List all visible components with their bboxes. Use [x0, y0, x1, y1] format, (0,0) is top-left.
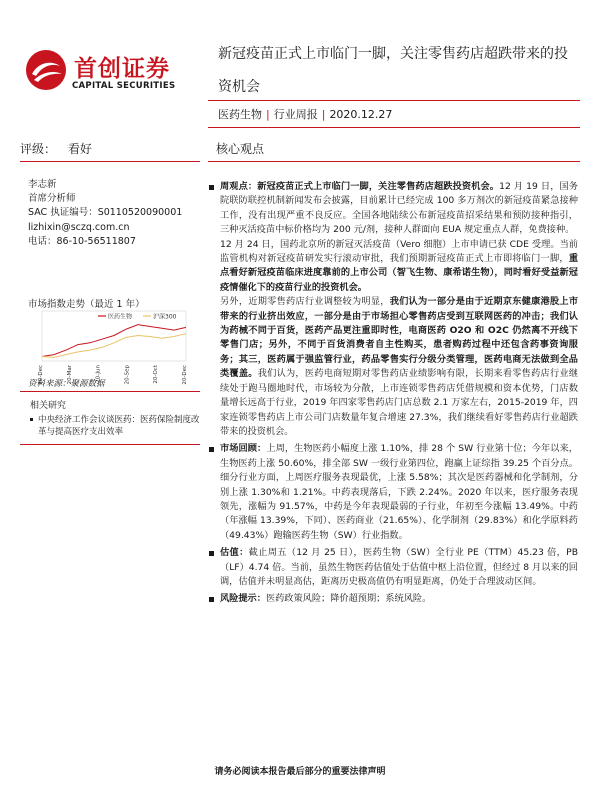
x-tick-label: 20-Dec: [182, 365, 188, 385]
analyst-email: lizhixin@sczq.com.cn: [28, 221, 130, 233]
bullet-text: 上周，生物医药小幅度上涨 1.10%，排 28 个 SW 行业第十位；今年以来，生物医药上涨 50.60%，排全部 SW 一级行业第四位，跑赢上证综指 39.25 个百分点。细分行业方面，上周医疗服务表现最优，上涨 5.58%；其次是医药器械和化学制剂，分别上涨 1.30%和 1.21%。中药表现落后，下跌 2.24%。2020 年以来，医疗服务表现领先，涨幅为 91.57%，中药是今年表现最弱的子行业，年初至今涨幅 13.49%。中药（年涨幅 13.39%，下同）、医药商业（21.65%）、化学制剂（29.83%）和化学原料药（49.43%）跑输医药生物（SW）行业指数。: [220, 443, 578, 541]
market-index-chart: [28, 307, 190, 387]
legend-label-1: 沪深300: [153, 313, 177, 321]
bullet-text: 截止周五（12 月 25 日），医药生物（SW）全行业 PE（TTM）45.23 倍，PB（LF）4.74 倍。当前，虽然生物医药估值处于估值中枢上沿位置，但经过 8 月以来的回调，估值并未明显高估，距离历史极高值仍有明显距离，仍处于合理波动区间。: [220, 547, 579, 587]
report-type: 行业周报: [273, 108, 318, 121]
report-title: 新冠疫苗正式上市临门一脚，关注零售药店超跌带来的投资机会: [218, 46, 568, 95]
bullet-weekly-view: [220, 180, 578, 238]
meta-divider: [208, 127, 580, 128]
section-title: 核心观点: [216, 142, 265, 156]
paragraph-vaccine: [220, 238, 578, 296]
header-divider: [208, 100, 580, 101]
x-tick-label: 20-Oct: [153, 365, 160, 384]
paragraph: 另外，近期零售药店行业调整较为明显，: [220, 296, 390, 308]
bullet-lead: 风险提示：: [220, 593, 266, 605]
analyst-info: [28, 178, 182, 249]
paragraph: 12 月 19 日，国务院联防联控机制新闻发布会披露，目前累计已经完成 100 多万剂次的新冠疫苗紧急接种工作，没有出现严重不良反应。全国各地陆续公布新冠疫苗招采结果和预防接种指引，三种灭活疫苗中标价格均为 200 元/剂，接种人群面向 EUA 规定重点人群，免费接种。: [220, 181, 578, 236]
capital-securities-logo-icon: [24, 48, 68, 92]
report-date: 2020.12.27: [329, 108, 393, 121]
report-meta: [218, 106, 392, 122]
bullet-risk: [220, 592, 578, 606]
paragraph: 12 月 24 日，国药北京所的新冠灭活疫苗（Vero 细胞）上市申请已获 CDE 受理。当前监管机构对新冠疫苗研发实行滚动审批，我们预期新冠疫苗正式上市即将临门一脚，: [220, 238, 578, 265]
x-tick-label: 20-Sep: [124, 365, 131, 385]
chart-source: 资料来源：聚源数据: [28, 379, 105, 389]
x-tick-label: 20-Jun: [95, 365, 102, 383]
chart-title: 市场指数走势（最近 1 年）: [28, 299, 145, 310]
legend-label-0: 医药生物: [108, 313, 133, 321]
meta-separator: |: [321, 108, 326, 121]
series-line-1: [42, 334, 186, 358]
analyst-license: SAC 执证编号：S0110520090001: [28, 207, 183, 219]
x-tick-label: 20-Dec: [38, 365, 44, 385]
series-line-0: [42, 325, 186, 357]
paragraph-pharmacy: [220, 295, 578, 439]
analyst-phone: 电话：86-10-56511807: [28, 235, 136, 247]
paragraph: 我们认为，医药电商短期对零售药店业绩影响有限，长期来看零售药店行业继续处于跑马圈地时代，市场较为分散，上市连锁零售药店凭借规模和资本优势，门店数量增长远高于行业，2019 年四家零售药店门店总数 2.1 万家左右，2015-2019 年，四家连锁零售药店上市公司门店数量年复合增速 27.3%，我们继续看好零售药店行业超跌带来的投资机会。: [220, 368, 579, 437]
bullet-lead: 估值：: [220, 547, 249, 559]
bullet-lead: 市场回顾：: [220, 443, 267, 455]
meta-separator: |: [266, 108, 270, 121]
chart-divider: [20, 391, 200, 392]
footer-disclaimer: 请务必阅读本报告最后部分的重要法律声明: [214, 767, 386, 777]
company-logo: [20, 44, 200, 100]
x-tick-label: 20-Mar: [66, 365, 73, 385]
brand-name-cn: 首创证券: [74, 56, 170, 82]
brand-name-en: CAPITAL SECURITIES: [72, 81, 176, 91]
bullet-valuation: [220, 546, 578, 589]
section-divider: [208, 161, 580, 162]
rating-divider: [20, 161, 200, 162]
paragraph-bold: 我们认为一部分是由于近期京东健康港股上市带来的行业挤出效应，一部分是由于市场担心零售药店受到互联网医药的冲击；我们认为药械不同于百货，医药产品更注重即时性，电商医药 O2O 和 O2C 仍然离不开线下零售门店；另外，不同于百货消费者自主性购买，患者购药过程中还包含药事资询服务；其三，医药属于强监管行业，药品零售实行分级分类管理，医药电商无法做到全品类覆盖。: [220, 296, 579, 380]
bullet-lead-rest: 新冠疫苗正式上市临门一脚，关注零售药店超跌投资机会。: [257, 181, 500, 192]
related-divider: [20, 444, 200, 445]
paragraph-bold: 重点看好新冠疫苗临床进度靠前的上市公司（智飞生物、康希诺生物），同时看好受益新冠疫情催化下的疫苗行业的投资机会。: [220, 253, 578, 293]
bullet-text: 医药政策风险；降价超预期；系统风险。: [265, 593, 432, 605]
report-category: 医药生物: [218, 108, 262, 121]
rating-value: 看好: [68, 142, 93, 156]
related-research-item[interactable]: 中央经济工作会议谈医药：医药保险制度改革与提高医疗支出效率: [30, 414, 200, 438]
related-research-title: 相关研究: [30, 401, 67, 411]
rating-label: 评级：: [20, 142, 57, 156]
analyst-role: 首席分析师: [28, 193, 76, 205]
analyst-name: 李志新: [28, 179, 57, 190]
bullet-lead: 周观点：: [220, 181, 258, 192]
report-body: [220, 180, 578, 607]
bullet-market-review: [220, 442, 578, 543]
